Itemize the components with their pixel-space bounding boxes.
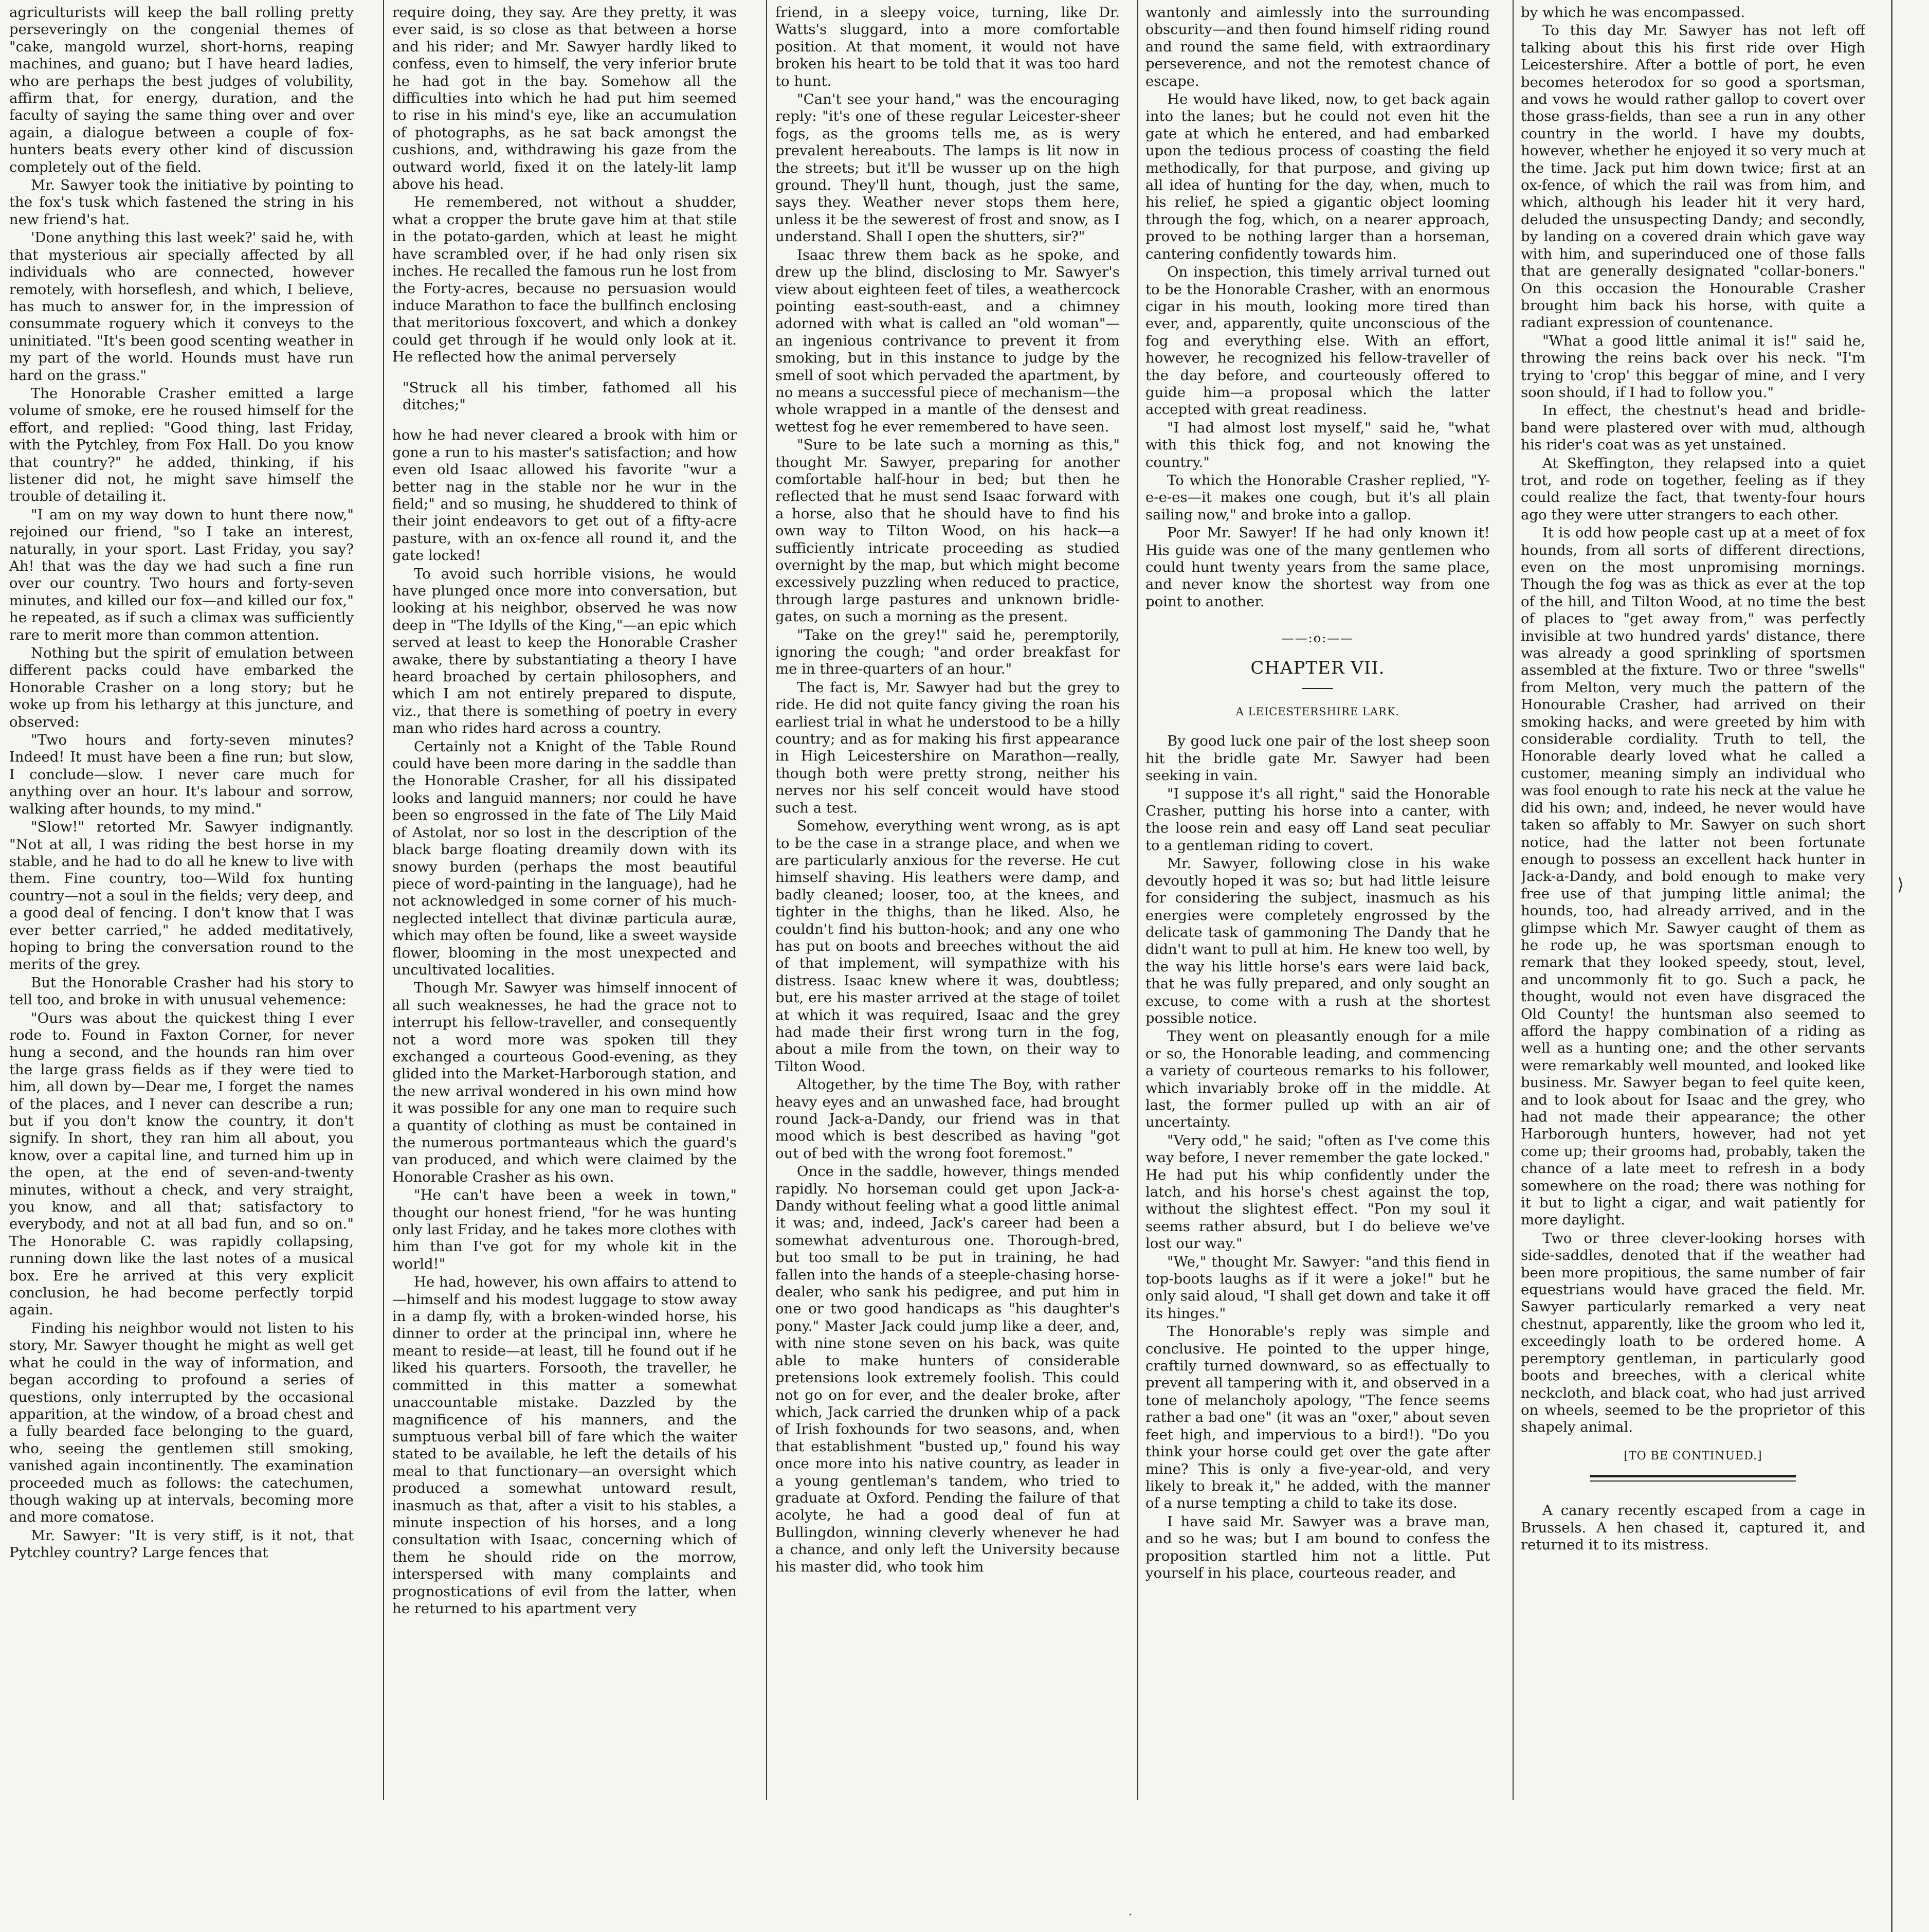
paragraph: Mr. Sawyer: "It is very stiff, is it not, that Pytchley country? Large fences that (9, 1527, 354, 1561)
text-column-4 (1145, 4, 1490, 1778)
column-4-body-before (1145, 4, 1490, 610)
paragraph: He remembered, not without a shudder, what a cropper the brute gave him at that stile in the potato-garden, which at least he might have scrambled over, if he had only risen six inches. He recalled the famous run he lost from the Forty-acres, because no persuasion would induce Marathon to face the bullfinch enclosing that meritorious foxcovert, and which a donkey could get through if he would only look at it. He reflected how the animal perversely (392, 194, 737, 366)
paragraph: On inspection, this timely arrival turned out to be the Honorable Crasher, with an enormous cigar in his mouth, looking more tired than ever, and, apparently, quite unconscious of the fog and everything else. With an effort, however, he recognized his fellow-traveller of the day before, and courteously offered to guide him—a proposal which the latter accepted with great readiness. (1145, 264, 1490, 418)
column-4-body-after (1145, 733, 1490, 1582)
paragraph: "Sure to be late such a morning as this," thought Mr. Sawyer, preparing for another comfortable half-hour in bed; but then he reflected that he must send Isaac forward with a horse, also that he should have to find his own way to Tilton Wood, on his hack—a sufficiently intricate proceeding as studied overnight by the map, but which might become excessively puzzling when reduced to practice, through large pastures and unknown bridle-gates, on such a morning as the present. (775, 437, 1120, 625)
paragraph: Isaac threw them back as he spoke, and drew up the blind, disclosing to Mr. Sawyer's view about eighteen feet of tiles, a weathercock pointing east-south-east, and a chimney adorned with what is called an "old woman"—an ingenious contrivance to prevent it from smoking, but in this instance to judge by the smell of soot which pervaded the apartment, by no means a successful piece of mechanism—the whole wrapped in a mantle of the densest and wettest fog he ever remembered to have seen. (775, 246, 1120, 435)
paragraph: "Take on the grey!" said he, peremptorily, ignoring the cough; "and order breakfast for me in three-quarters of an hour." (775, 626, 1120, 678)
chapter-rule (1302, 688, 1333, 689)
paragraph: They went on pleasantly enough for a mile or so, the Honorable leading, and commencing a variety of courteous remarks to his follower, which invariably broke off in the middle. At last, the former pulled up with an air of uncertainty. (1145, 1028, 1490, 1131)
text-column-3 (775, 4, 1120, 1778)
paragraph: Poor Mr. Sawyer! If he had only known it! His guide was one of the many gentlemen who could hunt twenty years from the same place, and never know the shortest way from one point to another. (1145, 525, 1490, 610)
paragraph: "I had almost lost myself," said he, "what with this thick fog, and not knowing the country." (1145, 419, 1490, 471)
chapter-heading: CHAPTER VII. (1250, 657, 1385, 678)
paragraph: By good luck one pair of the lost sheep soon hit the bridle gate Mr. Sawyer had been seeking in vain. (1145, 733, 1490, 784)
paragraph: At Skeffington, they relapsed into a quiet trot, and rode on together, feeling as if they could realize the fact, that twenty-four hours ago they were utter strangers to each other. (1521, 455, 1865, 523)
paragraph: To which the Honorable Crasher replied, "Y-e-e-es—it makes one cough, but it's all plain sailing now," and broke into a gallop. (1145, 472, 1490, 523)
margin-mark: ⟩ (1897, 874, 1904, 895)
page-edge-rule (1891, 0, 1892, 1932)
paragraph: To avoid such horrible visions, he would have plunged once more into conversation, but looking at his neighbor, observed he was now deep in "The Idylls of the King,"—an epic which served at least to keep the Honorable Crasher awake, there by substantiating a theory I have heard broached by certain philosophers, and which I am not entirely prepared to dispute, viz., that there is something of poetry in every man who rides hard across a country. (392, 565, 737, 737)
paragraph: Mr. Sawyer took the initiative by pointing to the fox's tusk which fastened the string in his new friend's hat. (9, 177, 354, 228)
paragraph: Though Mr. Sawyer was himself innocent of all such weaknesses, he had the grace not to interrupt his fellow-traveller, and consequently not a word more was spoken till they exchanged a courteous Good-evening, as they glided into the Market-Harborough station, and the new arrival wondered in his own mind how it was possible for any one man to require such a quantity of clothing as must be contained in the numerous portmanteaus which the guard's van produced, and which were claimed by the Honorable Crasher as his own. (392, 980, 737, 1185)
paragraph: I have said Mr. Sawyer was a brave man, and so he was; but I am bound to confess the proposition startled him not a little. Put yourself in his place, courteous reader, and (1145, 1513, 1490, 1581)
section-ornament: ——:o:—— (1281, 631, 1354, 646)
paragraph: agriculturists will keep the ball rolling pretty perseveringly on the congenial themes of "cake, mangold wurzel, short-horns, reaping machines, and guano; but I have heard ladies, who are perhaps the best judges of volubility, affirm that, for energy, duration, and the faculty of saying the same thing over and over again, a dialogue between a couple of fox-hunters beats every other kind of discussion completely out of the field. (9, 4, 354, 175)
paragraph: A canary recently escaped from a cage in Brussels. A hen chased it, captured it, and returned it to its mistress. (1521, 1502, 1865, 1553)
paragraph: 'Done anything this last week?' said he, with that mysterious air specially affected by all individuals who are connected, however remotely, with horseflesh, and which, I believe, has much to answer for, in the impression of consummate roguery which it conveys to the uninitiated. "It's been good scenting weather in my part of the world. Hounds must have run hard on the grass." (9, 229, 354, 384)
verse-quote: "Struck all his timber, fathomed all his ditches;" (403, 379, 737, 413)
column-5-body-before (1521, 4, 1865, 1436)
paragraph: "He can't have been a week in town," thought our honest friend, "for he was hunting only last Friday, and he takes more clothes with him than I've got for my whole kit in the world!" (392, 1187, 737, 1272)
paragraph: Mr. Sawyer, following close in his wake devoutly hoped it was so; but had little leisure for considering the subject, inasmuch as his energies were completely engrossed by the delicate task of gammoning The Dandy that he didn't want to pull at him. He knew too well, by the way his little horse's ears were laid back, that he was fully prepared, and only sought an excuse, to come with a rush at the shortest possible notice. (1145, 855, 1490, 1026)
paragraph: Two or three clever-looking horses with side-saddles, denoted that if the weather had been more propitious, the same number of fair equestrians would have graced the field. Mr. Sawyer particularly remarked a very neat chestnut, apparently, like the groom who led it, exceedingly loath to be ordered home. A peremptory gentleman, in particularly good boots and breeches, with a clerical white neckcloth, and black coat, who had just arrived on wheels, seemed to be the proprietor of this shapely animal. (1521, 1230, 1865, 1436)
paragraph: by which he was encompassed. (1521, 4, 1745, 21)
paragraph: The Honorable Crasher emitted a large volume of smoke, ere he roused himself for the effort, and replied: "Good thing, last Friday, with the Pytchley, from Fox Hall. Do you know that country?" he added, thinking, if his listener did not, he might save himself the trouble of detailing it. (9, 385, 354, 505)
paragraph: require doing, they say. Are they pretty, it was ever said, is so close as that between a horse and his rider; and Mr. Sawyer hardly liked to confess, even to himself, the very inferior brute he had got in the bay. Somehow all the difficulties into which he had put him seemed to rise in his mind's eye, like an accumulation of photographs, as he sat back amongst the cushions, and, withdrawing his gaze from the outward world, fixed it on the lately-lit lamp above his head. (392, 4, 737, 193)
paragraph: wantonly and aimlessly into the surrounding obscurity—and then found himself riding round and round the same field, with extraordinary perseverence, and not the remotest chance of escape. (1145, 4, 1490, 89)
paragraph: Finding his neighbor would not listen to his story, Mr. Sawyer thought he might as well get what he could in the way of information, and began according to profound a series of questions, only interrupted by the occasional apparition, at the window, of a broad chest and a fully bearded face belonging to the guard, who, seeing the gentlemen still smoking, vanished again incontinently. The examination proceeded much as follows: the catechumen, though waking up at intervals, becoming more and more comatose. (9, 1320, 354, 1526)
paragraph: "Very odd," he said; "often as I've come this way before, I never remember the gate locked." He had put his whip confidently under the latch, and his horse's chest against the top, without the slightest effect. "Pon my soul it seems rather absurd, but I do believe we've lost our way." (1145, 1132, 1490, 1252)
to-be-continued-notice: [TO BE CONTINUED.] (1624, 1449, 1762, 1462)
column-rule (1137, 0, 1138, 1800)
stray-mark: · (1129, 1909, 1132, 1922)
paragraph: "Two hours and forty-seven minutes? Indeed! It must have been a fine run; but slow, I conclude—slow. I never care much for anything over an hour. It's labour and sorrow, walking after hounds, to my mind." (9, 732, 354, 817)
paragraph: "We," thought Mr. Sawyer: "and this fiend in top-boots laughs as if it were a joke!" but he only said aloud, "I shall get down and take it off its hinges." (1145, 1253, 1490, 1322)
paragraph: Somehow, everything went wrong, as is apt to be the case in a strange place, and when we are particularly anxious for the reverse. He cut himself shaving. His leathers were damp, and badly cleaned; looser, too, at the knees, and tighter in the thighs, than he liked. Also, he couldn't find his button-hook; and any one who has put on boots and breeches without the aid of that implement, will sympathize with his distress. Isaac knew where it was, doubtless; but, ere his master arrived at the stage of toilet at which it was required, Isaac and the grey had made their first wrong turn in the fog, about a mile from the town, on their way to Tilton Wood. (775, 818, 1120, 1075)
paragraph: To this day Mr. Sawyer has not left off talking about this his first ride over High Leicestershire. After a bottle of port, he even becomes heterodox for so good a sportsman, and vows he would rather gallop to covert over those grass-fields, than see a run in any other country in the world. I have my doubts, however, whether he enjoyed it so very much at the time. Jack put him down twice; first at an ox-fence, of which the rail was from him, and which, although his leader hit it very hard, deluded the unsuspecting Dandy; and secondly, by landing on a covered drain which gave way with him, and superinduced one of those falls that are generally designated "collar-boners." On this occasion the Honourable Crasher brought him back his horse, with quite a radiant expression of countenance. (1521, 22, 1865, 331)
paragraph: "What a good little animal it is!" said he, throwing the reins back over his neck. "I'm trying to 'crop' this beggar of mine, and I very soon should, if I had to follow you." (1521, 332, 1865, 401)
paragraph: "Slow!" retorted Mr. Sawyer indignantly. "Not at all, I was riding the best horse in my stable, and he had to do all he knew to live with them. Fine country, too—Wild fox hunting country—not a soul in the fields; very deep, and a good deal of fencing. I don't know that I was ever better carried," he added meditatively, hoping to bring the conversation round to the merits of the grey. (9, 819, 354, 973)
paragraph: Once in the saddle, however, things mended rapidly. No horseman could get upon Jack-a-Dandy without feeling what a good little animal it was; and, indeed, Jack's career had been a somewhat adventurous one. Thorough-bred, but too small to be put in training, he had fallen into the hands of a steeple-chasing horse-dealer, who sank his pedigree, and put him in one or two good handicaps as "his daughter's pony." Master Jack could jump like a deer, and, with nine stone seven on his back, was quite able to make hunters of considerable pretensions look extremely foolish. This could not go on for ever, and the dealer broke, after which, Jack carried the drunken whip of a pack of Irish foxhounds for two seasons, and, when that establishment "busted up," found his way once more into his native country, as leader in a young gentleman's tandem, who tried to graduate at Oxford. Pending the failure of that acolyte, he had a good deal of fun at Bullingdon, winning cleverly whenever he had a chance, and only left the University because his master did, who took him (775, 1163, 1120, 1575)
paragraph: The fact is, Mr. Sawyer had but the grey to ride. He did not quite fancy giving the roan his earliest trial in what he understood to be a hilly country; and as for making his first appearance in High Leicestershire on Marathon—really, though both were pretty strong, neither his nerves nor his self conceit would have stood such a test. (775, 679, 1120, 816)
paragraph: In effect, the chestnut's head and bridle-band were plastered over with mud, although his rider's coat was as yet unstained. (1521, 402, 1865, 454)
column-rule (383, 0, 384, 1800)
column-rule (766, 0, 767, 1800)
paragraph: how he had never cleared a brook with him or gone a run to his master's satisfaction; and how even old Isaac allowed his favorite "wur a better nag in the stable nor he wur in the field;" and so musing, he shuddered to think of their joint endeavors to get out of a fifty-acre pasture, with an ox-fence all round it, and the gate locked! (392, 427, 737, 564)
text-column-1 (9, 4, 354, 1778)
paragraph: Certainly not a Knight of the Table Round could have been more daring in the saddle than the Honorable Crasher, for all his dissipated looks and languid manners; nor could he have been so engrossed in the fate of The Lily Maid of Astolat, nor so lost in the description of the black barge floating dreamily down with its snowy burden (perhaps the most beautiful piece of word-painting in the language), had he not acknowledged in some corner of his much-neglected intellect that divinæ particula auræ, which may often be found, like a sweet wayside flower, blooming in the most unexpected and uncultivated localities. (392, 738, 737, 978)
paragraph: But the Honorable Crasher had his story to tell too, and broke in with unusual vehemence: (9, 974, 354, 1008)
paragraph: friend, in a sleepy voice, turning, like Dr. Watts's sluggard, into a more comfortable position. At that moment, it would not have broken his heart to be told that it was too hard to hunt. (775, 4, 1120, 89)
paragraph: Altogether, by the time The Boy, with rather heavy eyes and an unwashed face, had brought round Jack-a-Dandy, our friend was in that mood which is best described as having "got out of bed with the wrong foot foremost." (775, 1076, 1120, 1162)
column-5-body-after (1521, 1502, 1865, 1554)
paragraph: "I suppose it's all right," said the Honorable Crasher, putting his horse into a canter, with the loose rein and easy off Land seat peculiar to a gentleman riding to covert. (1145, 785, 1490, 854)
paragraph: Nothing but the spirit of emulation between different packs could have embarked the Honorable Crasher on a long story; but he woke up from his lethargy at this juncture, and observed: (9, 645, 354, 730)
chapter-subheading: A LEICESTERSHIRE LARK. (1235, 706, 1400, 718)
paragraph: He would have liked, now, to get back again into the lanes; but he could not even hit the gate at which he entered, and had embarked upon the tedious process of coasting the field methodically, for that purpose, and giving up all idea of hunting for the day, when, much to his relief, he spied a gigantic object looming through the fog, which, on a nearer approach, proved to be nothing larger than a horseman, cantering confidently towards him. (1145, 91, 1490, 262)
story-end-rule (1590, 1475, 1796, 1482)
paragraph: "Can't see your hand," was the encouraging reply: "it's one of these regular Leicester-sheer fogs, as the grooms tells me, as is wery prevalent hereabouts. The lamps is lit now in the streets; but it'll be wusser up on the high ground. They'll hunt, though, just the same, says they. Weather never stops them here, unless it be the sewerest of frost and snow, as I understand. Shall I open the shutters, sir?" (775, 91, 1120, 245)
column-rule (1513, 0, 1514, 1800)
paragraph: The Honorable's reply was simple and conclusive. He pointed to the upper hinge, craftily turned downward, so as effectually to prevent all tampering with it, and observed in a tone of melancholy apology, "The fence seems rather a bad one" (it was an "oxer," about seven feet high, and impervious to a bird!). "Do you think your horse could get over the gate after mine? This is only a five-year-old, and very likely to break it," he added, with the manner of a nurse tempting a child to take its dose. (1145, 1323, 1490, 1512)
paragraph: "Ours was about the quickest thing I ever rode to. Found in Faxton Corner, for never hung a second, and the hounds ran him over the large grass fields as if they were tied to him, all down by—Dear me, I forget the names of the places, and I never can describe a run; but if you don't know the country, it don't signify. In short, they ran him all about, you know, over a capital line, and turned him up in the open, at the end of seven-and-twenty minutes, without a check, and very straight, you know, and all that; satisfactory to everybody, and not at all bad fun, and so on." The Honorable C. was rapidly collapsing, running down like the last notes of a musical box. Ere he arrived at this very explicit conclusion, he had become perfectly torpid again. (9, 1009, 354, 1319)
paragraph: "I am on my way down to hunt there now," rejoined our friend, "so I take an interest, naturally, in your sport. Last Friday, you say? Ah! that was the day we had such a fine run over our country. Two hours and forty-seven minutes, and killed our fox—and killed our fox," he repeated, as if such a climax was sufficiently rare to merit more than common attention. (9, 506, 354, 643)
paragraph: It is odd how people cast up at a meet of fox hounds, from all sorts of different directions, even on the most unpromising mornings. Though the fog was as thick as ever at the top of the hill, and Tilton Wood, at no time the best of places to "get away from," was perfectly invisible at two hundred yards' distance, there was already a good sprinkling of sportsmen assembled at the fixture. Two or three "swells" from Melton, very much the pattern of the Honourable Crasher, had arrived on their smoking hacks, and were greeted by him with considerable cordiality. Truth to tell, the Honorable dearly loved what he called a customer, meaning simply an individual who was fool enough to rate his neck at the value he did his own; and, indeed, he never would have taken so affably to Mr. Sawyer on such short notice, had the latter not been fortunate enough to possess an excellent hack hunter in Jack-a-Dandy, and bold enough to make very free use of that jumping little animal; the hounds, too, had already arrived, and in the glimpse which Mr. Sawyer caught of them as he rode up, he was sportsman enough to remark that they looked speedy, stout, level, and uncommonly fit to go. Such a pack, he thought, would not even have disgraced the Old County! the huntsman also seemed to afford the happy combination of a riding as well as a hunting one; and the other servants were remarkably well mounted, and looked like business. Mr. Sawyer began to feel quite keen, and to look about for Isaac and the grey, who had not made their appearance; the other Harborough hunters, however, had not yet come up; their grooms had, probably, taken the chance of a late meet to refresh in a body somewhere on the road; there was nothing for it but to light a cigar, and wait patiently for more daylight. (1521, 525, 1865, 1229)
paragraph: He had, however, his own affairs to attend to—himself and his modest luggage to stow away in a damp fly, with a broken-winded horse, his dinner to order at the principal inn, where he meant to reside—at least, till he found out if he liked his quarters. Forsooth, the traveller, he committed in this matter a somewhat unaccountable mistake. Dazzled by the magnificence of his manners, and the sumptuous verbal bill of fare which the waiter stated to be available, he left the details of his meal to that functionary—an oversight which produced a somewhat untoward result, inasmuch as that, after a visit to his stables, a minute inspection of his horses, and a long consultation with Isaac, concerning which of them he should ride on the morrow, interspersed with many complaints and prognostications of evil from the latter, when he returned to his apartment very (392, 1274, 737, 1617)
text-column-5 (1521, 4, 1865, 1783)
text-column-2 (392, 4, 737, 1778)
